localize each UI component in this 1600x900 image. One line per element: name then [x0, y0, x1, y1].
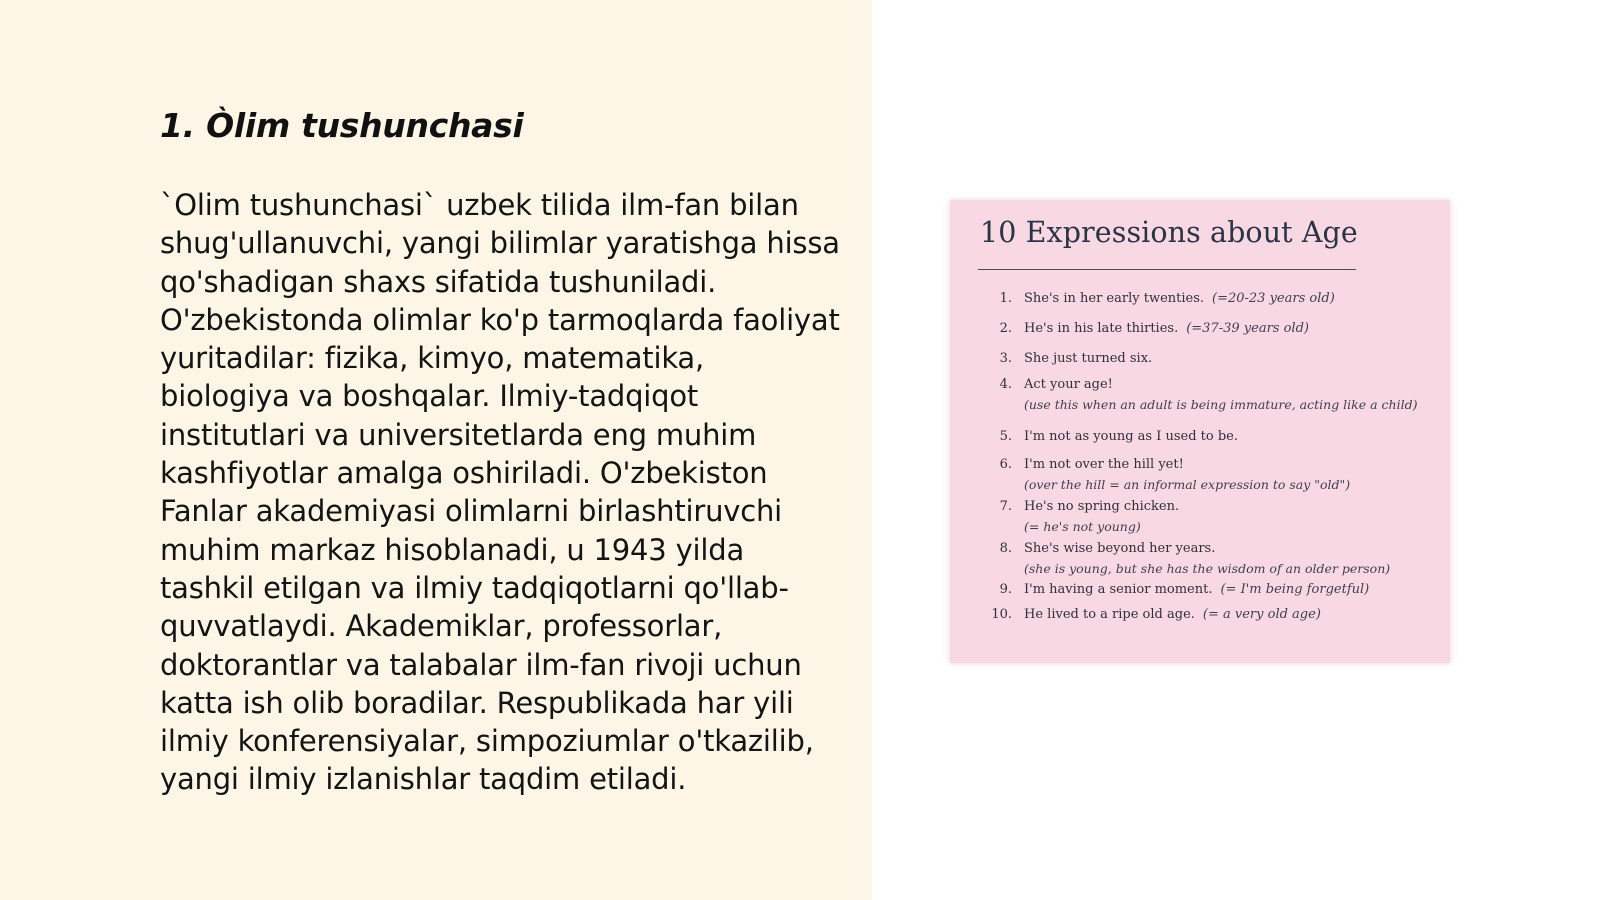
expression-item-5	[986, 427, 1446, 447]
item-note: (= he's not young)	[1024, 519, 1141, 534]
item-text: She's wise beyond her years.	[1024, 541, 1216, 556]
item-number: 1.	[999, 291, 1012, 306]
item-note: (she is young, but she has the wisdom of an older person)	[1024, 561, 1391, 576]
item-gloss: (= a very old age)	[1202, 607, 1321, 622]
item-number: 5.	[999, 429, 1012, 444]
item-gloss: (= I'm being forgetful)	[1220, 582, 1370, 597]
title-divider	[978, 269, 1356, 270]
expression-item-1	[986, 289, 1446, 309]
item-gloss: (=20-23 years old)	[1212, 291, 1335, 306]
item-text: She just turned six.	[1024, 351, 1153, 366]
expression-item-9	[986, 580, 1446, 600]
item-text: I'm having a senior moment.	[1024, 582, 1213, 597]
expression-item-8	[986, 539, 1446, 579]
item-note: (use this when an adult is being immature, acting like a child)	[1024, 397, 1418, 412]
item-number: 9.	[999, 582, 1012, 597]
item-text: He lived to a ripe old age.	[1024, 607, 1195, 622]
item-gloss: (=37-39 years old)	[1186, 321, 1309, 336]
age-expressions-image	[950, 200, 1450, 663]
expression-item-3	[986, 349, 1446, 369]
item-number: 6.	[999, 457, 1012, 472]
item-number: 2.	[999, 321, 1012, 336]
item-text: I'm not as young as I used to be.	[1024, 429, 1238, 444]
item-text: She's in her early twenties.	[1024, 291, 1205, 306]
slide-title: 1. Òlim tushunchasi	[160, 106, 524, 145]
item-number: 4.	[999, 377, 1012, 392]
item-note: (over the hill = an informal expression to say "old")	[1024, 477, 1351, 492]
expression-item-6	[986, 455, 1446, 495]
expression-item-7	[986, 497, 1446, 537]
item-text: He's no spring chicken.	[1024, 499, 1180, 514]
expression-item-2	[986, 319, 1446, 339]
item-number: 7.	[999, 499, 1012, 514]
item-number: 3.	[999, 351, 1012, 366]
figure-title: 10 Expressions about Age	[980, 216, 1358, 249]
item-text: He's in his late thirties.	[1024, 321, 1179, 336]
item-text: I'm not over the hill yet!	[1024, 457, 1184, 472]
item-number: 10.	[991, 607, 1012, 622]
slide-body-text: `Olim tushunchasi` uzbek tilida ilm-fan bilan shug'ullanuvchi, yangi bilimlar yaratishga hissa qo'shadigan shaxs sifatida tushuniladi. O'zbekistonda olimlar ko'p tarmoqlarda faoliyat yuritadilar: fizika, kimyo, matematika, biologiya va boshqalar. Ilmiy-tadqiqot institutlari va universitetlarda eng muhim kashfiyotlar amalga oshiriladi. O'zbekiston Fanlar akademiyasi olimlarni birlashtiruvchi muhim markaz hisoblanadi, u 1943 yilda tashkil etilgan va ilmiy tadqiqotlarni qo'llab-quvvatlaydi. Akademiklar, professorlar, doktorantlar va talabalar ilm-fan rivoji uchun katta ish olib boradilar. Respublikada har yili ilmiy konferensiyalar, simpoziumlar o'tkazilib, yangi ilmiy izlanishlar taqdim etiladi.	[160, 188, 840, 797]
item-number: 8.	[999, 541, 1012, 556]
item-text: Act your age!	[1024, 377, 1113, 392]
expression-item-10	[986, 605, 1446, 625]
expression-item-4	[986, 375, 1446, 415]
